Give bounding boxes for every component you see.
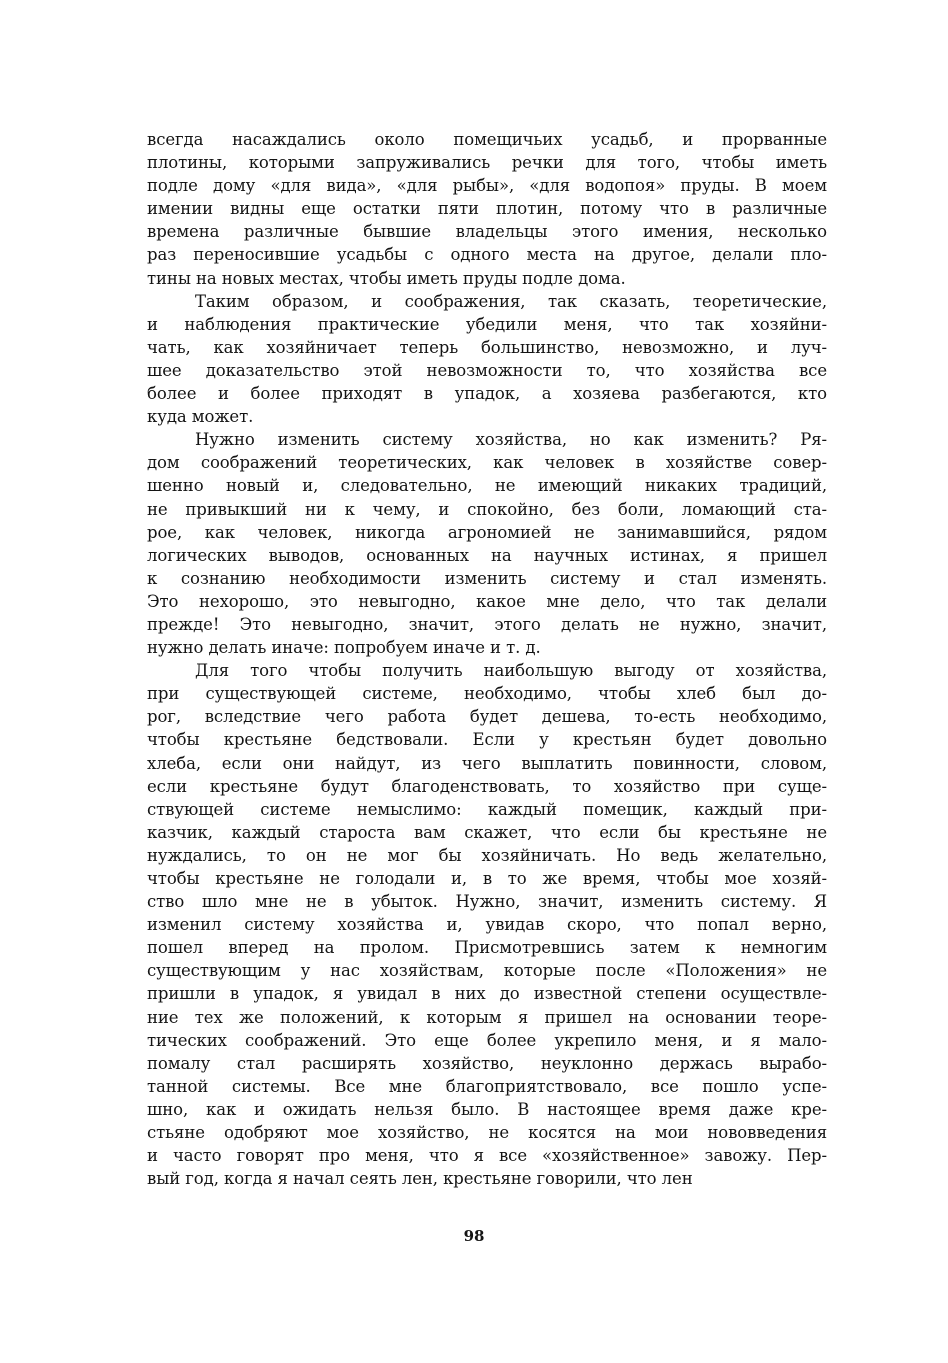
text-line: чтобы крестьяне не голодали и, в то же время, чтобы мое хозяй- bbox=[147, 869, 827, 888]
text-line: чтобы крестьяне бедствовали. Если у крестьян будет довольно bbox=[147, 730, 827, 750]
text-line: пошел вперед на пролом. Присмотревшись затем к немногим bbox=[147, 938, 827, 958]
text-line: имении видны еще остатки пяти плотин, потому что в различные bbox=[147, 199, 827, 219]
text-line: если крестьяне будут благоденствовать, то хозяйство при суще- bbox=[147, 776, 827, 796]
text-line: стьяне одобряют мое хозяйство, не косятся на мои нововведения bbox=[147, 1123, 827, 1143]
text-line: более и более приходят в упадок, а хозяева разбегаются, кто bbox=[147, 384, 827, 404]
text-line: всегда насаждались около помещичьих усадьб, и прорванные bbox=[147, 130, 827, 149]
text-line: тины на новых местах, чтобы иметь пруды подле дома. bbox=[147, 268, 626, 288]
text-line: к сознанию необходимости изменить систему и стал изменять. bbox=[147, 568, 827, 588]
text-line: не привыкший ни к чему, и спокойно, без боли, ломающий ста- bbox=[147, 499, 827, 519]
text-line: куда может. bbox=[147, 407, 254, 427]
text-line: существующим у нас хозяйствам, которые после «Положения» не bbox=[147, 961, 827, 981]
text-line: рое, как человек, никогда агрономией не занимавшийся, рядом bbox=[147, 522, 827, 542]
text-line: казчик, каждый староста вам скажет, что если бы крестьяне не bbox=[147, 822, 827, 842]
text-line: времена различные бывшие владельцы этого имения, несколько bbox=[147, 222, 827, 242]
text-line: шно, как и ожидать нельзя было. В настоящее время даже кре- bbox=[147, 1099, 827, 1119]
text-line: шенно новый и, следовательно, не имеющий никаких традиций, bbox=[147, 476, 827, 496]
text-line: изменил систему хозяйства и, увидав скоро, что попал верно, bbox=[147, 915, 827, 935]
text-line: помалу стал расширять хозяйство, неуклонно держась вырабо- bbox=[147, 1053, 827, 1073]
text-line: и наблюдения практические убедили меня, что так хозяйни- bbox=[147, 314, 827, 334]
text-line: Таким образом, и соображения, так сказать, теоретические, bbox=[195, 291, 827, 311]
text-line: Нужно изменить систему хозяйства, но как изменить? Ря- bbox=[195, 430, 827, 450]
text-line: нужно делать иначе: попробуем иначе и т. д. bbox=[147, 638, 541, 658]
text-line: вый год, когда я начал сеять лен, крестьяне говорили, что лен bbox=[147, 1169, 693, 1189]
text-line: ствующей системе немыслимо: каждый помещик, каждый при- bbox=[147, 799, 827, 819]
text-line: подле дому «для вида», «для рыбы», «для водопоя» пруды. В моем bbox=[147, 176, 827, 196]
text-line: танной системы. Все мне благоприятствовало, все пошло успе- bbox=[147, 1076, 827, 1096]
text-line: чать, как хозяйничает теперь большинство, невозможно, и луч- bbox=[147, 337, 827, 357]
text-line: раз переносившие усадьбы с одного места на другое, делали пло- bbox=[147, 245, 827, 265]
text-line: ство шло мне не в убыток. Нужно, значит, изменить систему. Я bbox=[147, 892, 827, 912]
text-line: логических выводов, основанных на научных истинах, я пришел bbox=[147, 545, 827, 565]
page-number: 98 bbox=[463, 1227, 485, 1245]
text-line: шее доказательство этой невозможности то, что хозяйства все bbox=[147, 360, 827, 380]
text-line: пришли в упадок, я увидал в них до известной степени осуществле- bbox=[147, 984, 827, 1004]
text-line: Для того чтобы получить наибольшую выгоду от хозяйства, bbox=[195, 661, 827, 681]
text-line: рог, вследствие чего работа будет дешева, то-есть необходимо, bbox=[147, 707, 827, 727]
text-line: при существующей системе, необходимо, чтобы хлеб был до- bbox=[147, 684, 827, 704]
body-text bbox=[147, 128, 827, 1190]
text-line: и часто говорят про меня, что я все «хозяйственное» завожу. Пер- bbox=[147, 1146, 827, 1166]
text-line: тических соображений. Это еще более укрепило меня, и я мало- bbox=[147, 1030, 827, 1050]
text-line: ние тех же положений, к которым я пришел на основании теоре- bbox=[147, 1007, 827, 1027]
text-line: нуждались, то он не мог бы хозяйничать. Но ведь желательно, bbox=[147, 845, 827, 865]
text-line: прежде! Это невыгодно, значит, этого делать не нужно, значит, bbox=[147, 614, 827, 634]
text-line: дом соображений теоретических, как человек в хозяйстве совер- bbox=[147, 453, 827, 473]
text-line: хлеба, если они найдут, из чего выплатить повинности, словом, bbox=[147, 753, 827, 773]
text-line: плотины, которыми запруживались речки для того, чтобы иметь bbox=[147, 153, 827, 173]
text-line: Это нехорошо, это невыгодно, какое мне дело, что так делали bbox=[147, 591, 827, 611]
